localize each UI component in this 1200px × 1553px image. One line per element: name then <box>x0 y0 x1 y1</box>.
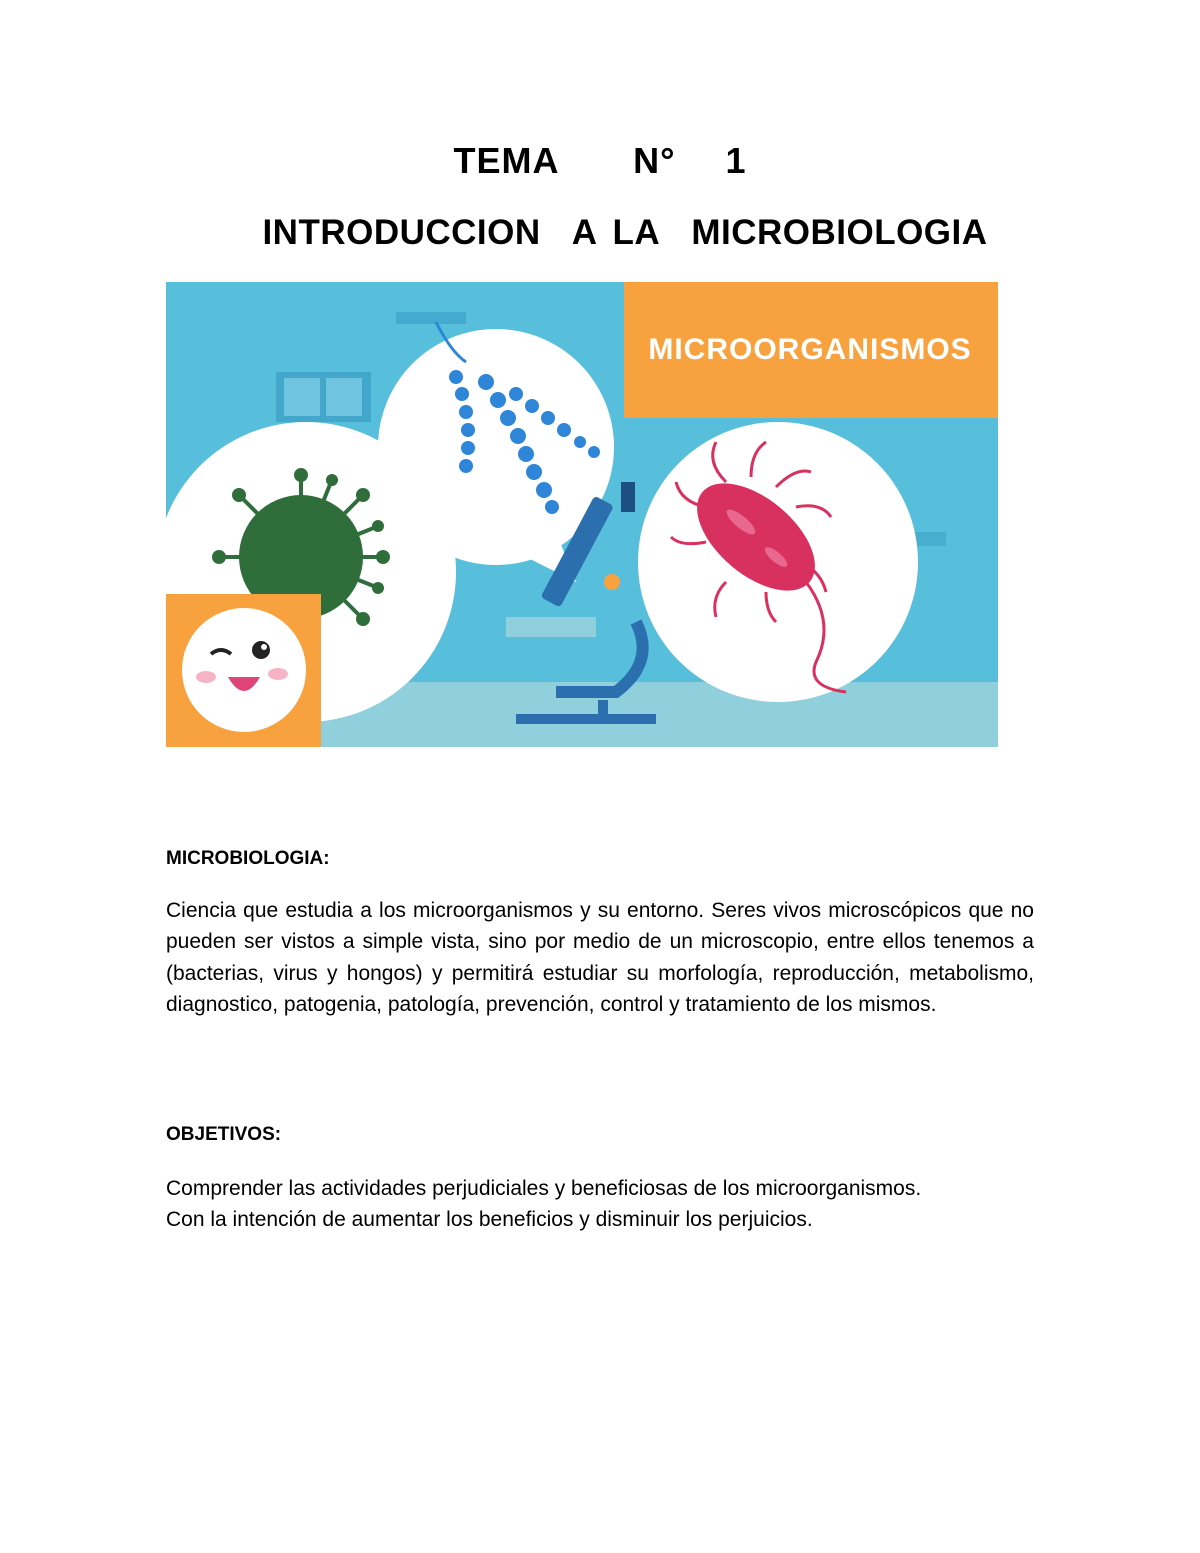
microorganisms-illustration <box>166 282 998 747</box>
document-title-number: TEMA N° 1 <box>453 140 747 181</box>
heading-microbiologia: MICROBIOLOGIA: <box>166 848 330 869</box>
heading-objetivos: OBJETIVOS: <box>166 1124 282 1145</box>
objective-line-2: Con la intención de aumentar los beneficios y disminuir los perjuicios. <box>166 1208 813 1232</box>
definition-paragraph: Ciencia que estudia a los microorganismos y su entorno. Seres vivos microscópicos que no pueden ser vistos a simple vista, sino por medio de un microscopio, entre ellos tenemos a (bacterias, virus y hongos) y permitirá estudiar su morfología, reproducción, metabolismo, diagnostico, patogenia, patología, prevención, control y tratamiento de los mismos. <box>166 899 1034 1017</box>
objective-line-1: Comprender las actividades perjudiciales y beneficiosas de los microorganismos. <box>166 1177 922 1200</box>
document-title: INTRODUCCION A LA MICROBIOLOGIA <box>262 213 988 252</box>
banner-text: MICROORGANISMOS <box>648 333 972 366</box>
objectives-text <box>166 1173 1034 1236</box>
smiley-face-icon <box>182 608 306 732</box>
